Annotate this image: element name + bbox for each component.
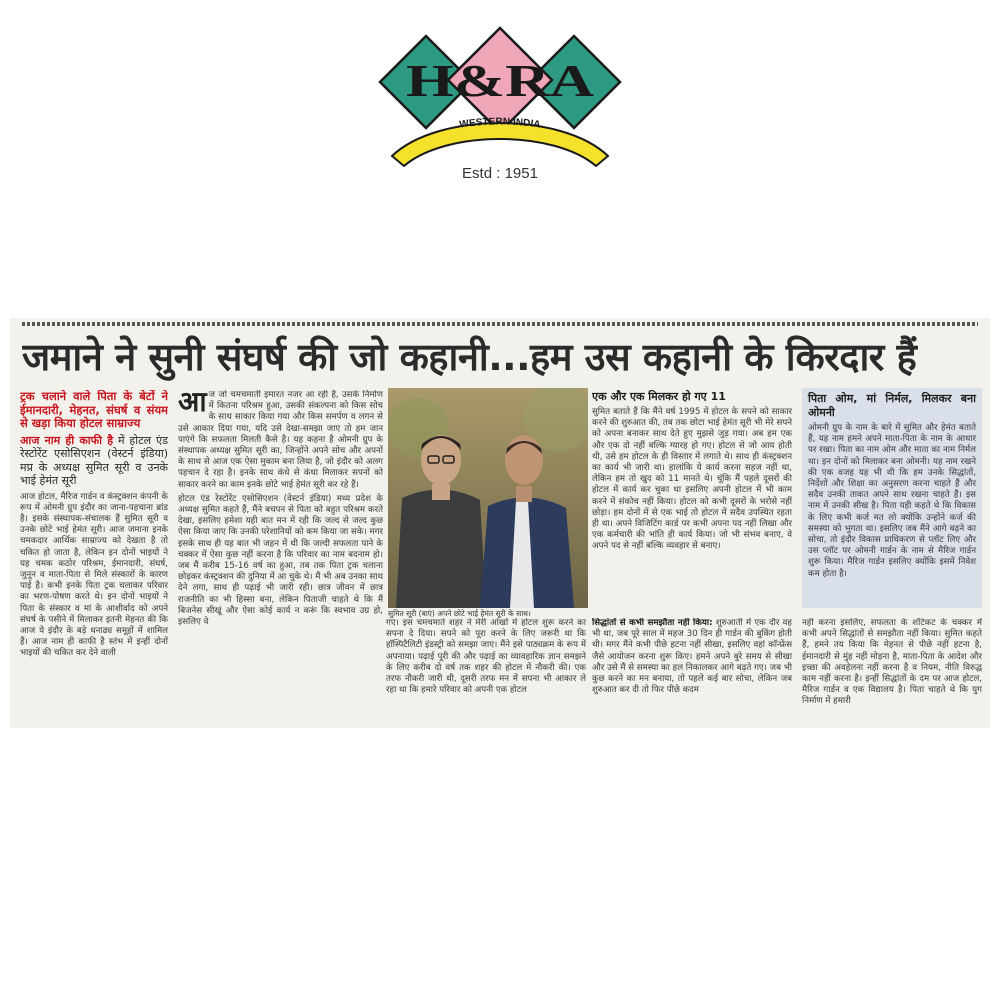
col3-heading: एक और एक मिलकर हो गए 11 [592,390,726,403]
hra-logo [378,26,622,182]
column-2 [178,390,383,720]
kicker: ट्रक चलाने वाले पिता के बेटों ने ईमानदारी, मेहनत, संघर्ष व संयम से खड़ा किया होटल साम्राज्य [20,390,168,430]
photo-caption: सुमित सूरी (बाएं) अपने छोटे भाई हेमंत सूरी के साथ। [388,609,531,618]
logo-main-text: H&RA [406,55,594,106]
deck [20,434,168,488]
col2-para-1 [178,390,383,491]
bb2-para [592,618,792,696]
bb3-body: नहीं करना इसलिए, सफलता के शॉर्टकट के चक्कर में कभी अपने सिद्धांतों से समझौता नहीं किया। सुमित कहते हैं, हमने तय किया कि मेहनत से पीछे नहीं हटना है, ईमानदारी से मुंह नहीं मोड़ना है, माता-पिता के आदेश और इच्छा की अवहेलना नहीं करना है व नियम, नीति विरुद्ध काम नहीं करना है। इन्हीं सिद्धांतों के दम पर आज होटल, मैरिज गार्डन व एक विद्यालय है। पिता चाहते थे कि युग निर्माण में हमारी [802,618,982,707]
logo-estd: Estd : 1951 [462,165,538,182]
deck-highlight: आज नाम ही काफी है [20,433,114,447]
bb2-body: शुरुआती में एक दौर वह भी था, जब पूरे साल में महज 30 दिन ही गार्डन की बुकिंग होती थी। मगर मैंने कभी पीछे हटना नहीं सीखा, इसलिए वहां कॉन्फ्रेंस जैसे आयोजन करना शुरू किए। हमने अपने बुरे समय से सीखा और उसे मैं से समस्या का हल निकालकर आगे बढ़ते गए। जब भी कुछ करने का मन बनाया, तो पहले कई बार सोचा, लेकिन जब शुरुआत कर दी तो फिर पीछे कदम [592,618,792,696]
logo-ribbon-textpath: WESTERN INDIA [458,116,542,131]
bottom-text-1 [386,618,586,720]
logo-ribbon [392,123,608,166]
dropcap: आ [178,390,207,418]
dotted-rule [22,322,978,326]
photo-brothers [388,388,588,608]
headline: जमाने ने सुनी संघर्ष की जो कहानी...हम उस कहानी के किरदार हैं [22,335,917,379]
col2-body-1: ज जो चमचमाती इमारत नजर आ रही है, उसके निर्माण में कितना परिश्रम हुआ, उसकी संकल्पना को किस सोच के साथ साकार किया गया और किस समर्पण व लगन से उसे आकार दिया गया, यदि उसे देखा-समझा जाए तो हम जान पाएंगे कि सफलता मिलती कैसे है। यह कहना है ओमनी ग्रुप के संस्थापक अध्यक्ष सुमित सूरी का, जिन्होंने अपने सोच और अपनों के साथ से आज एक ऐसा मुकाम बना लिया है, जो इंदौर को अलग पहचान दे रहा है। इनके साथ कंधे से कंधा मिलाकर सपनों को साकार करने का काम इनके छोटे भाई हेमंत सूरी कर रहे हैं। [178,390,383,490]
col1-body: आज होटल, मैरिज गार्डन व कंस्ट्रक्शन कंपनी के रूप में ओमनी ग्रुप इंदौर का जाना-पहचाना ब्रांड है। इसके संस्थापक-संचालक हैं सुमित सूरी व उनके छोटे भाई हेमंत सूरी। आज जमाना इनके चमकदार आर्थिक साम्राज्य को देखता है तो चकित हो जाता है, लेकिन इन दोनों भाइयों ने यह चमक कठोर परिश्रम, ईमानदारी, संघर्ष, जुनून व माता-पिता से मिले संस्कारों के कारण पाई है। कभी इनके पिता ट्रक चलाकर परिवार का भरण-पोषण करते थे। इन दोनों भाइयों ने पिता के संस्कार व मां के आशीर्वाद को अपने संघर्ष के पसीने में मिलाकर इतनी मेहनत की कि आज ये इंदौर के बड़े धनाढ्य समूहों में शामिल हैं। आज नाम ही काफी है स्तंभ में इन्हीं दोनों भाइयों की चकित कर देने वाली [20,491,168,659]
deck-rest: में होटल एंड रेस्टोरेंट एसोसिएशन (वेस्टर्न इंडिया) मप्र के अध्यक्ष सुमित सूरी व उनके भाई हेमंत सूरी [20,433,168,487]
bottom-text-3 [802,618,982,720]
col4-body: ओमनी ग्रुप के नाम के बारे में सुमित और हेमंत बताते हैं, यह नाम हमने अपने माता-पिता के नाम के आधार पर रखा। पिता का नाम ओम और माता का नाम निर्मल था। इन दोनों को मिलाकर बना ओमनी। यह नाम रखने की एक वजह यह भी थी कि हम उनके सिद्धांतों, निर्देशों और शिक्षा का अनुसरण करना चाहते हैं और सदैव उनकी ताकत अपने साथ रखना चाहते हैं। इस नाम में उनकी सीख है। पिता यही कहते थे कि विकास के लिए कभी कर्ज मत लो क्योंकि उन्होंने कर्ज की समस्या को भुगता था। इसलिए जब मैंने आगे बढ़ने का सोचा, तो इंदौर विकास प्राधिकरण से प्लॉट लिए और उस प्लॉट पर ओमनी गार्डन के नाम से मैरिज गार्डन शुरू किया। मैरिज गार्डन इसलिए क्योंकि इसमें निवेश कम होता है। [808,423,976,579]
hra-logo-graphic [378,26,622,182]
col4-heading: पिता ओम, मां निर्मल, मिलकर बना ओमनी [808,392,976,419]
bottom-text-2 [592,618,792,720]
column-4-boxed [802,388,982,608]
bb1-body: गए। इस चमचमाते शहर ने मेरी आंखों में होटल शुरू करने का सपना दे दिया। सपने को पूरा करने के लिए जरूरी था कि हॉस्पिटैलिटी इंडस्ट्री को समझा जाए। मैंने इसे पाठ्यक्रम के रूप में अपनाया। पढ़ाई पूरी की और पढ़ाई का व्यावहारिक ज्ञान समझने के लिए करीब दो वर्ष तक शहर की होटल में नौकरी की। एक तरफ नौकरी जारी थी, दूसरी तरफ मन में सपना भी आकार ले रहा था कि हमारे परिवार को अपनी एक होटल [386,618,586,696]
column-1 [20,390,168,720]
bb2-subhead: सिद्धांतों से कभी समझौता नहीं किया: [592,618,713,628]
col3-body: सुमित बताते हैं कि मैंने वर्ष 1995 में होटल के सपने को साकार करने की शुरुआत की, तब तक छोटा भाई हेमंत सूरी भी मेरे सपने को अपना बनाकर साथ देते हुए मुझसे जुड़ गया। अब हम एक और एक दो नहीं बल्कि ग्यारह हो गए। होटल से जो आय होती थी, उसे हम होटल के ही विस्तार में लगाते थे। साथ ही कंस्ट्रक्शन का कार्य भी जारी था। हालांकि ये कार्य करना सहज नहीं था, लेकिन हम तो खुद को 11 मानते थे। चूंकि मैं पहले दूसरों की होटल में कार्य कर चुका था इसलिए अपनी होटल में भी काम करने में संकोच नहीं किया। होटल को कभी दूसरों के भरोसे नहीं छोड़ा। हम दोनों में से एक भाई तो होटल में सदैव उपस्थित रहता ही था। अपने विजिटिंग कार्ड पर कभी अपना पद नहीं लिखा और एक कर्मचारी की भांति ही कार्य किया। जो भी संभव बनाए, वे अपने पद से नहीं बल्कि व्यवहार से बनाए। [592,407,792,552]
photo-illustration [388,388,588,608]
newspaper-clipping [10,318,990,728]
col2-body-2: होटल एंड रेस्टोरेंट एसोसिएशन (वेस्टर्न इंडिया) मध्य प्रदेश के अध्यक्ष सुमित कहते हैं, मैंने बचपन से पिता को बहुत परिश्रम करते देखा, इसलिए हमेशा यही बात मन में रही कि जल्द से जल्द कुछ ऐसा किया जाए कि उनकी परेशानियों को कम किया जा सके। मगर इसके साथ ही यह बात भी जहन में थी कि जल्दी सफलता पाने के चक्कर में ऐसा कुछ नहीं करना है कि परिवार का नाम बदनाम हो। जब मैं करीब 15-16 वर्ष का हुआ, तब तक पिता ट्रक चलाना छोड़कर कंस्ट्रक्शन की दुनिया में आ चुके थे। मैं भी अब उनका साथ देने लगा, साथ ही पढ़ाई भी जारी रही। छात्र जीवन में छात्र राजनीति का भी हिस्सा बना, लेकिन पिताजी चाहते थे कि मैं बिजनेस सीखूं और ऐसा कोई कार्य न करूं कि स्वभाव उग्र हो, इसलिए वे [178,493,383,628]
